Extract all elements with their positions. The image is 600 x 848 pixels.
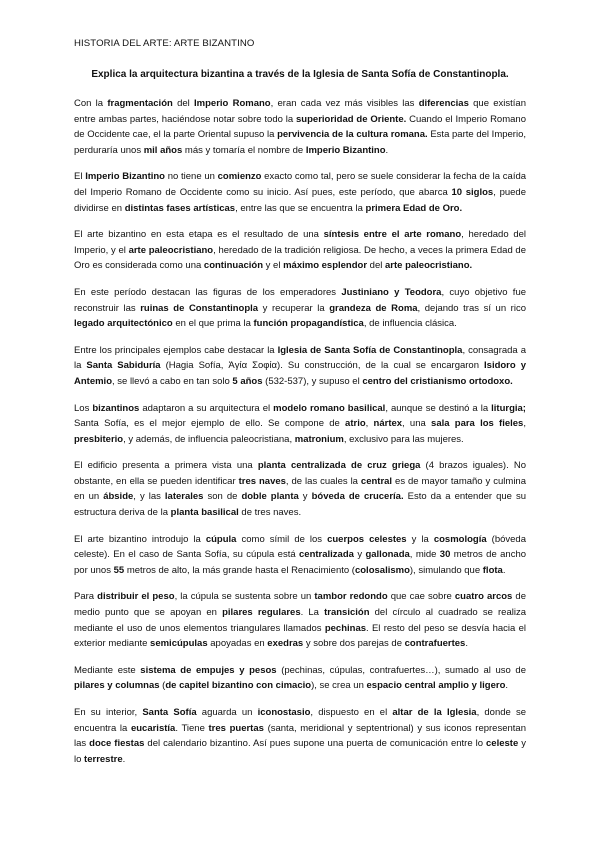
bold-text: grandeza de Roma bbox=[329, 302, 418, 314]
text-run: del calendario bizantino. Así pues supone una puerta de comunicación entre lo bbox=[144, 738, 487, 750]
bold-text: comienzo bbox=[217, 171, 262, 183]
bold-text: contrafuertes bbox=[404, 638, 466, 650]
text-run: Esta parte del Imperio, perduraría unos bbox=[74, 129, 527, 156]
text-run: ), simulando que bbox=[409, 564, 483, 576]
bold-text: sistema de empujes y pesos bbox=[140, 664, 277, 676]
text-run: El bbox=[74, 171, 86, 183]
text-run: , mide bbox=[409, 549, 440, 561]
bold-text: continuación bbox=[203, 260, 264, 272]
text-run: . bbox=[502, 564, 506, 576]
bold-text: modelo romano basilical bbox=[273, 402, 386, 414]
text-run: y bbox=[298, 491, 312, 503]
text-run: En este período destacan las figuras de los emperadores bbox=[74, 286, 342, 298]
text-run: aguarda un bbox=[196, 707, 258, 718]
paragraph bbox=[74, 343, 526, 390]
paragraph bbox=[74, 227, 526, 274]
bold-text: colosalismo bbox=[354, 564, 410, 576]
bold-text: 55 bbox=[113, 564, 125, 576]
bold-text: laterales bbox=[164, 491, 204, 503]
text-run: , exclusivo para las mujeres. bbox=[343, 433, 464, 445]
bold-text: pechinas bbox=[324, 622, 367, 634]
text-run: , heredado del Imperio, y el bbox=[74, 229, 526, 256]
text-run: (santa, meridional y septentrional) y sus iconos representan las bbox=[74, 722, 526, 750]
text-run: . bbox=[465, 638, 468, 650]
bold-text: síntesis entre el arte romano bbox=[323, 229, 462, 241]
bold-text: pilares regulares bbox=[222, 607, 301, 619]
text-run: , aunque se destinó a la bbox=[385, 402, 492, 414]
bold-text: celeste bbox=[486, 738, 519, 750]
bold-text: superioridad de Oriente. bbox=[296, 113, 407, 125]
bold-text: centro del cristianismo ortodoxo. bbox=[362, 375, 513, 387]
paragraph bbox=[74, 169, 526, 216]
text-run: (bóveda celeste). En el caso de Santa Sofía, su cúpula está bbox=[74, 533, 526, 561]
bold-text: cúpula bbox=[205, 533, 237, 545]
text-run: , de influencia clásica. bbox=[363, 318, 457, 330]
bold-text: cuatro arcos bbox=[454, 591, 513, 603]
bold-text: liturgia; bbox=[491, 402, 526, 414]
bold-text: exedras bbox=[267, 638, 304, 650]
text-run: ), se crea un bbox=[311, 680, 367, 692]
text-run: El arte bizantino en esta etapa es el resultado de una bbox=[74, 229, 324, 241]
text-run: son de bbox=[203, 491, 242, 503]
text-run: , de las cuales la bbox=[285, 475, 361, 487]
bold-text: Imperio Bizantino bbox=[85, 171, 165, 183]
bold-text: transición bbox=[324, 607, 370, 619]
paragraph bbox=[74, 458, 526, 520]
bold-text: Santa Sabiduría bbox=[86, 360, 161, 372]
paragraph bbox=[74, 532, 526, 579]
bold-text: presbiterio bbox=[74, 433, 124, 445]
text-run: , y además, de influencia paleocristiana, bbox=[123, 433, 295, 445]
text-run: que existían entre ambas partes, haciéndose notar sobre todo la bbox=[74, 98, 526, 125]
text-run: , bbox=[365, 418, 374, 430]
bold-text: cuerpos celestes bbox=[327, 533, 407, 545]
bold-text: sala para los fieles bbox=[431, 418, 524, 430]
bold-text: tambor redondo bbox=[314, 591, 388, 603]
text-run: exacto como tal, pero se suele considerar la fecha de la caída del Imperio Romano de Occidente como su inicio. Así pues, este período, que abarca bbox=[74, 171, 527, 198]
bold-text: flota bbox=[482, 564, 503, 576]
text-run: Cuando el Imperio Romano de Occidente cae, el la parte Oriental supuso la bbox=[74, 113, 526, 141]
text-run: , puede dividirse en bbox=[74, 186, 526, 214]
text-run: del bbox=[172, 98, 195, 109]
text-run: . Tiene bbox=[175, 722, 209, 734]
bold-text: tres puertas bbox=[208, 722, 264, 734]
bold-text: distribuir el peso bbox=[97, 591, 175, 603]
text-run: ( bbox=[159, 680, 166, 692]
bold-text: central bbox=[360, 475, 393, 487]
bold-text: espacio central amplio y ligero bbox=[366, 680, 506, 692]
bold-text: ruinas de Constantinopla bbox=[140, 302, 259, 314]
text-run: no tiene un bbox=[164, 171, 218, 183]
bold-text: función propagandística bbox=[253, 318, 364, 330]
bold-text: fragmentación bbox=[107, 98, 173, 109]
text-run: . bbox=[505, 680, 509, 692]
text-run: Mediante este bbox=[74, 664, 141, 676]
paragraph bbox=[74, 589, 526, 651]
bold-text: gallonada bbox=[365, 549, 410, 561]
text-run: como símil de los bbox=[236, 533, 328, 545]
text-run: del círculo al cuadrado se realiza mediante el uso de unos elementos triangulares llamados bbox=[74, 607, 526, 634]
bold-text: diferencias bbox=[418, 98, 469, 109]
text-run: El edificio presenta a primera vista una bbox=[74, 460, 258, 472]
text-run: . La bbox=[300, 607, 325, 619]
bold-text: nártex bbox=[373, 418, 403, 430]
text-run: , y las bbox=[133, 491, 165, 503]
bold-text: 30 bbox=[439, 549, 451, 561]
bold-text: de capitel bizantino con cimacio bbox=[165, 680, 312, 692]
bold-text: máximo esplendor bbox=[283, 260, 368, 272]
text-run: Entre los principales ejemplos cabe destacar la bbox=[74, 344, 278, 356]
text-run: , donde se encuentra la bbox=[74, 707, 527, 734]
bold-text: semicúpulas bbox=[150, 638, 208, 650]
text-run: (4 brazos iguales). No obstante, en ella se pueden identificar bbox=[74, 460, 526, 487]
text-run: , eran cada vez más visibles las bbox=[270, 98, 419, 109]
bold-text: 10 siglos bbox=[451, 186, 494, 198]
text-run: . El resto del peso se desvía hacia el exterior mediante bbox=[74, 622, 527, 650]
text-run: . bbox=[122, 753, 126, 765]
bold-text: arte paleocristiano bbox=[128, 244, 214, 256]
bold-text: Isidoro y Antemio bbox=[74, 360, 526, 387]
document-body bbox=[74, 96, 526, 778]
text-run: (532-537), y supuso el bbox=[262, 375, 363, 387]
bold-text: bizantinos bbox=[92, 402, 140, 414]
text-run: , bbox=[523, 418, 526, 430]
bold-text: ábside bbox=[103, 491, 134, 503]
paragraph bbox=[74, 96, 526, 158]
bold-text: Santa Sofía bbox=[142, 707, 197, 718]
paragraph bbox=[74, 401, 526, 448]
bold-text: Imperio Romano bbox=[194, 98, 271, 109]
bold-text: doble planta bbox=[241, 491, 299, 503]
bold-text: doce fiestas bbox=[89, 738, 145, 750]
bold-text: cosmología bbox=[433, 533, 487, 545]
bold-text: centralizada bbox=[299, 549, 354, 561]
text-run: El arte bizantino introdujo la bbox=[74, 533, 206, 545]
text-run: Santa Sofía, es el mejor ejemplo de ello. Se compone de bbox=[74, 418, 346, 430]
text-run: , entre las que se encuentra la bbox=[235, 202, 366, 214]
text-run: , heredado de la tradición religiosa. De hecho, a veces la primera Edad de Oro es considerada como una bbox=[74, 244, 526, 272]
text-run: y lo bbox=[74, 738, 526, 765]
text-run: y recuperar la bbox=[258, 302, 330, 314]
bold-text: Iglesia de Santa Sofía de Constantinopla bbox=[277, 344, 463, 356]
paragraph bbox=[74, 285, 526, 332]
text-run: (pechinas, cúpulas, contrafuertes…), sumado al uso de bbox=[276, 664, 526, 676]
bold-text: iconostasio bbox=[257, 707, 311, 718]
document-header: HISTORIA DEL ARTE: ARTE BIZANTINO bbox=[74, 38, 255, 49]
paragraph bbox=[74, 663, 526, 694]
bold-text: legado arquitectónico bbox=[74, 318, 173, 330]
bold-text: planta centralizada de cruz griega bbox=[257, 460, 421, 472]
bold-text: planta basilical bbox=[170, 507, 239, 519]
text-run: , se llevó a cabo en tan solo bbox=[112, 375, 233, 387]
bold-text: eucaristía bbox=[130, 722, 176, 734]
text-run: del bbox=[367, 260, 386, 272]
text-run: de tres naves. bbox=[238, 507, 302, 519]
bold-text: mil años bbox=[143, 144, 183, 156]
bold-text: pervivencia de la cultura romana. bbox=[277, 129, 428, 141]
text-run: Para bbox=[74, 591, 98, 603]
bold-text: atrio bbox=[345, 418, 366, 430]
text-run: , dejando tras sí un rico bbox=[417, 302, 526, 314]
bold-text: primera Edad de Oro. bbox=[365, 202, 463, 214]
text-run: , cuyo objetivo fue reconstruir las bbox=[74, 286, 527, 314]
bold-text: terrestre bbox=[84, 753, 123, 765]
text-run: (Hagia Sofía, Ἁγία Σοφία). Su construcción, de la cual se encargaron bbox=[160, 360, 485, 372]
paragraph bbox=[74, 705, 526, 767]
text-run: en el que prima la bbox=[172, 318, 254, 330]
text-run: Con la bbox=[74, 98, 108, 109]
text-run: más y tomaría el nombre de bbox=[182, 144, 306, 156]
text-run: Esto da a entender que su estructura deriva de la bbox=[74, 491, 527, 519]
text-run: Los bbox=[74, 402, 93, 414]
bold-text: arte paleocristiano. bbox=[385, 260, 473, 272]
text-run: de medio punto que se apoyan en bbox=[74, 591, 526, 619]
question-title: Explica la arquitectura bizantina a través de la Iglesia de Santa Sofía de Constantinopla. bbox=[91, 69, 509, 80]
text-run: apoyadas en bbox=[207, 638, 268, 650]
text-run: , consagrada a la bbox=[74, 344, 526, 372]
bold-text: distintas fases artísticas bbox=[124, 202, 236, 214]
bold-text: tres naves bbox=[238, 475, 286, 487]
text-run: y sobre dos parejas de bbox=[303, 638, 405, 650]
text-run: metros de ancho por unos bbox=[74, 549, 527, 576]
text-run: adaptaron a su arquitectura el bbox=[139, 402, 274, 414]
bold-text: Imperio Bizantino bbox=[305, 144, 386, 156]
text-run: . bbox=[385, 144, 389, 156]
bold-text: pilares y columnas bbox=[74, 680, 160, 692]
bold-text: 5 años bbox=[232, 375, 263, 387]
text-run: y bbox=[353, 549, 366, 561]
bold-text: altar de la Iglesia bbox=[392, 707, 477, 718]
text-run: metros de alto, la más grande hasta el Renacimiento ( bbox=[124, 564, 355, 576]
text-run: , la cúpula se sustenta sobre un bbox=[174, 591, 315, 603]
text-run: En su interior, bbox=[74, 707, 143, 718]
text-run: es de mayor tamaño y culmina en un bbox=[74, 475, 526, 503]
bold-text: matronium bbox=[294, 433, 344, 445]
text-run: y el bbox=[263, 260, 284, 272]
text-run: y la bbox=[406, 533, 434, 545]
bold-text: Justiniano y Teodora bbox=[341, 286, 442, 298]
text-run: , dispuesto en el bbox=[310, 707, 393, 718]
text-run: , una bbox=[402, 418, 432, 430]
bold-text: bóveda de crucería. bbox=[311, 491, 404, 503]
text-run: que cae sobre bbox=[387, 591, 455, 603]
